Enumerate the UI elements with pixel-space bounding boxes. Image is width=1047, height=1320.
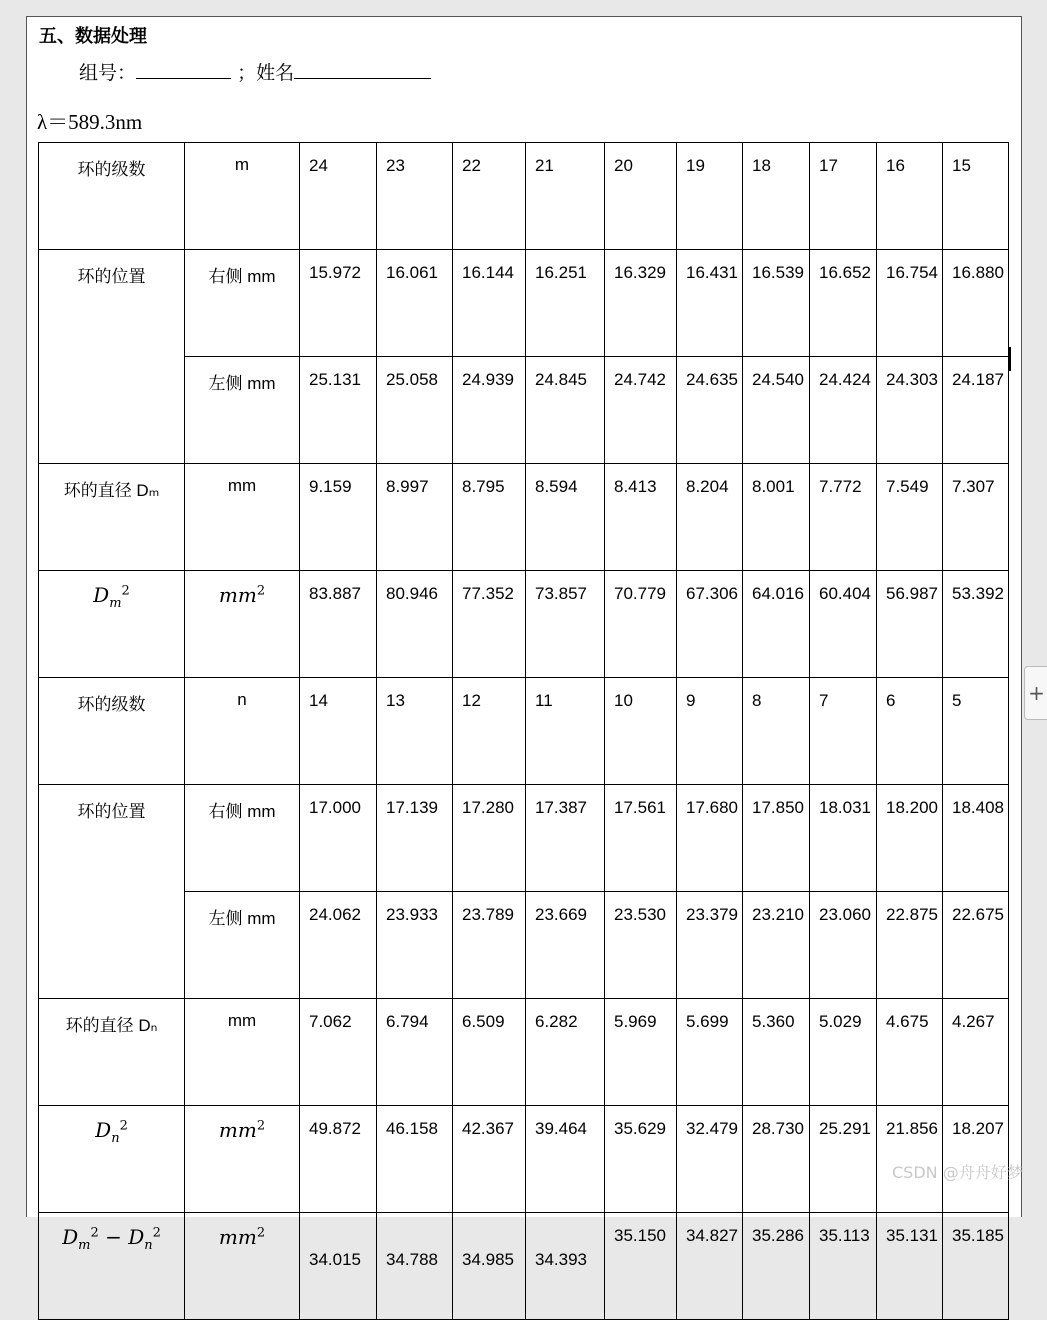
table-cell xyxy=(377,1106,453,1213)
table-cell xyxy=(300,678,377,785)
cell-value: 83.887 xyxy=(309,584,361,603)
table-cell xyxy=(377,678,453,785)
table-cell xyxy=(605,1213,677,1320)
cell-value: 6.794 xyxy=(386,1012,429,1031)
table-cell xyxy=(453,1213,526,1320)
table-cell xyxy=(453,143,526,250)
table-cell xyxy=(677,464,743,571)
cell-value: 17.139 xyxy=(386,798,438,817)
cell-value: 24.062 xyxy=(309,905,361,924)
table-row xyxy=(39,143,1009,250)
table-cell xyxy=(526,143,605,250)
cell-value: 22.875 xyxy=(886,905,938,924)
table-cell xyxy=(810,892,877,999)
table-cell xyxy=(877,357,943,464)
table-cell xyxy=(453,678,526,785)
cell-value: 25.131 xyxy=(309,370,361,389)
cell-value: 5.969 xyxy=(614,1012,657,1031)
cell-value: 17.387 xyxy=(535,798,587,817)
name-label: ；姓名 xyxy=(237,62,295,84)
row-unit: mm xyxy=(185,464,300,571)
cell-value: 24.303 xyxy=(886,370,938,389)
watermark: CSDN @舟舟好梦 xyxy=(892,1163,1023,1182)
cell-value: 4.267 xyxy=(952,1012,995,1031)
table-cell xyxy=(743,143,810,250)
table-cell xyxy=(453,892,526,999)
row-label: $D_n^2$ xyxy=(39,1106,185,1213)
row-label: $D_m^2$ xyxy=(39,571,185,678)
cell-value: 39.464 xyxy=(535,1119,587,1138)
table-cell xyxy=(877,464,943,571)
cell-value: 34.393 xyxy=(535,1250,587,1269)
cell-value: 25.058 xyxy=(386,370,438,389)
table-row xyxy=(39,678,1009,785)
cell-value: 23.530 xyxy=(614,905,666,924)
table-cell xyxy=(526,999,605,1106)
row-unit: $mm^2$ xyxy=(185,1106,300,1213)
table-cell xyxy=(810,571,877,678)
cell-value: 16.880 xyxy=(952,263,1004,282)
cell-value: 24.635 xyxy=(686,370,738,389)
cell-value: 7.549 xyxy=(886,477,929,496)
cell-value: 49.872 xyxy=(309,1119,361,1138)
cell-value: 16.754 xyxy=(886,263,938,282)
table-cell xyxy=(877,1213,943,1320)
group-name-line xyxy=(79,58,431,85)
cell-value: 13 xyxy=(386,691,405,710)
table-cell xyxy=(300,250,377,357)
table-cell xyxy=(526,1213,605,1320)
cell-value: 35.113 xyxy=(819,1226,870,1245)
table-cell xyxy=(526,250,605,357)
cell-value: 6.509 xyxy=(462,1012,505,1031)
table-cell xyxy=(377,250,453,357)
cell-value: 9 xyxy=(686,691,696,710)
table-cell xyxy=(377,1213,453,1320)
table-cell xyxy=(943,892,1009,999)
table-cell xyxy=(877,571,943,678)
cell-value: 12 xyxy=(462,691,481,710)
table-cell xyxy=(810,250,877,357)
table-cell xyxy=(677,1106,743,1213)
section-heading: 五、数据处理 xyxy=(39,26,147,47)
cell-value: 67.306 xyxy=(686,584,738,603)
cell-value: 7.772 xyxy=(819,477,862,496)
cell-value: 17 xyxy=(819,156,838,175)
table-cell xyxy=(943,357,1009,464)
table-row xyxy=(39,250,1009,357)
cell-value: 35.629 xyxy=(614,1119,666,1138)
table-cell xyxy=(300,1106,377,1213)
table-cell xyxy=(453,1106,526,1213)
table-cell xyxy=(810,357,877,464)
cell-value: 24.424 xyxy=(819,370,871,389)
cell-value: 7.307 xyxy=(952,477,995,496)
table-cell xyxy=(300,357,377,464)
cell-value: 16.061 xyxy=(386,263,438,282)
table-cell xyxy=(943,999,1009,1106)
cell-value: 10 xyxy=(614,691,633,710)
table-cell xyxy=(810,1213,877,1320)
cell-value: 18.200 xyxy=(886,798,938,817)
cell-value: 17.000 xyxy=(309,798,361,817)
table-cell xyxy=(943,1213,1009,1320)
cell-value: 34.985 xyxy=(462,1250,514,1269)
table-cell xyxy=(677,999,743,1106)
cell-value: 6 xyxy=(886,691,896,710)
table-cell xyxy=(943,250,1009,357)
cell-value: 28.730 xyxy=(752,1119,804,1138)
cell-value: 14 xyxy=(309,691,328,710)
cell-value: 5 xyxy=(952,691,962,710)
table-cell xyxy=(605,785,677,892)
table-cell xyxy=(526,892,605,999)
cell-value: 8.413 xyxy=(614,477,657,496)
table-cell xyxy=(677,678,743,785)
table-cell xyxy=(877,785,943,892)
cell-value: 7 xyxy=(819,691,829,710)
cell-value: 8.204 xyxy=(686,477,729,496)
cell-value: 16.431 xyxy=(686,263,738,282)
table-cell xyxy=(605,892,677,999)
table-cell xyxy=(810,143,877,250)
cell-value: 5.699 xyxy=(686,1012,729,1031)
table-cell xyxy=(877,678,943,785)
row-label: 环的直径 Dₙ xyxy=(39,999,185,1106)
table-row xyxy=(39,892,1009,999)
table-cell xyxy=(743,571,810,678)
table-cell xyxy=(677,785,743,892)
table-cell xyxy=(526,357,605,464)
cell-value: 8.795 xyxy=(462,477,505,496)
table-cell xyxy=(943,678,1009,785)
cell-value: 17.680 xyxy=(686,798,738,817)
table-cell xyxy=(300,785,377,892)
cell-value: 4.675 xyxy=(886,1012,929,1031)
table-cell xyxy=(377,892,453,999)
table-cell xyxy=(453,250,526,357)
table-row xyxy=(39,464,1009,571)
table-cell xyxy=(677,1213,743,1320)
table-cell xyxy=(743,678,810,785)
table-cell xyxy=(300,1213,377,1320)
table-cell xyxy=(377,785,453,892)
table-cell xyxy=(810,785,877,892)
cell-value: 24.939 xyxy=(462,370,514,389)
cell-value: 34.015 xyxy=(309,1250,361,1269)
table-cell xyxy=(877,1106,943,1213)
table-cell xyxy=(453,464,526,571)
cell-value: 23 xyxy=(386,156,405,175)
table-cell xyxy=(877,999,943,1106)
table-row xyxy=(39,999,1009,1106)
cell-value: 5.029 xyxy=(819,1012,862,1031)
cell-value: 56.987 xyxy=(886,584,938,603)
table-cell xyxy=(377,143,453,250)
document-page xyxy=(26,16,1022,1269)
cell-value: 16.144 xyxy=(462,263,514,282)
cell-value: 8.594 xyxy=(535,477,578,496)
table-cell xyxy=(743,357,810,464)
cell-value: 23.210 xyxy=(752,905,804,924)
cell-value: 17.561 xyxy=(614,798,666,817)
table-cell xyxy=(526,785,605,892)
table-cell xyxy=(743,785,810,892)
cell-value: 16 xyxy=(886,156,905,175)
wavelength-label: λ＝589.3nm xyxy=(37,110,143,134)
cell-value: 53.392 xyxy=(952,584,1004,603)
table-row xyxy=(39,1106,1009,1213)
cell-value: 18.207 xyxy=(952,1119,1004,1138)
cell-value: 35.185 xyxy=(952,1226,1004,1245)
row-unit: 右侧 mm xyxy=(185,250,300,357)
cell-value: 23.789 xyxy=(462,905,514,924)
cell-value: 24 xyxy=(309,156,328,175)
cell-value: 21.856 xyxy=(886,1119,938,1138)
cell-value: 15.972 xyxy=(309,263,361,282)
table-cell xyxy=(453,357,526,464)
table-cell xyxy=(943,571,1009,678)
cell-value: 16.329 xyxy=(614,263,666,282)
table-cell xyxy=(526,571,605,678)
group-label: 组号： xyxy=(79,62,137,84)
table-cell xyxy=(300,143,377,250)
cell-value: 25.291 xyxy=(819,1119,871,1138)
cell-value: 34.827 xyxy=(686,1226,738,1245)
table-cell xyxy=(877,143,943,250)
table-cell xyxy=(743,999,810,1106)
table-cell xyxy=(453,999,526,1106)
cell-value: 23.379 xyxy=(686,905,738,924)
cell-value: 9.159 xyxy=(309,477,352,496)
table-cell xyxy=(743,1106,810,1213)
table-cell xyxy=(300,571,377,678)
row-unit: m xyxy=(185,143,300,250)
cell-value: 8.001 xyxy=(752,477,795,496)
cell-value: 24.845 xyxy=(535,370,587,389)
table-cell xyxy=(605,571,677,678)
cell-value: 18.408 xyxy=(952,798,1004,817)
row-unit: 左侧 mm xyxy=(185,892,300,999)
cell-value: 16.539 xyxy=(752,263,804,282)
table-cell xyxy=(877,892,943,999)
table-cell xyxy=(810,1106,877,1213)
cell-value: 70.779 xyxy=(614,584,666,603)
cell-value: 60.404 xyxy=(819,584,871,603)
cell-value: 35.131 xyxy=(886,1226,938,1245)
table-cell xyxy=(743,1213,810,1320)
row-label: 环的位置 xyxy=(39,250,185,464)
row-unit: 右侧 mm xyxy=(185,785,300,892)
table-cell xyxy=(943,464,1009,571)
table-cell xyxy=(677,571,743,678)
table-cell xyxy=(810,999,877,1106)
cell-value: 5.360 xyxy=(752,1012,795,1031)
table-cell xyxy=(526,678,605,785)
table-cell xyxy=(743,892,810,999)
table-row xyxy=(39,357,1009,464)
cell-value: 35.150 xyxy=(614,1226,666,1245)
cell-value: 18 xyxy=(752,156,771,175)
add-icon[interactable]: + xyxy=(1024,666,1047,720)
cell-value: 34.788 xyxy=(386,1250,438,1269)
table-cell xyxy=(605,678,677,785)
row-unit: $mm^2$ xyxy=(185,571,300,678)
table-cell xyxy=(743,464,810,571)
cell-value: 73.857 xyxy=(535,584,587,603)
cell-value: 23.669 xyxy=(535,905,587,924)
table-row xyxy=(39,785,1009,892)
cell-value: 18.031 xyxy=(819,798,871,817)
table-cell xyxy=(677,892,743,999)
cell-value: 46.158 xyxy=(386,1119,438,1138)
row-label: 环的级数 xyxy=(39,143,185,250)
cell-value: 8 xyxy=(752,691,762,710)
table-cell xyxy=(453,571,526,678)
table-cell xyxy=(677,250,743,357)
row-unit: n xyxy=(185,678,300,785)
table-cell xyxy=(943,785,1009,892)
table-cell xyxy=(300,999,377,1106)
cell-value: 21 xyxy=(535,156,554,175)
table-cell xyxy=(605,143,677,250)
cell-value: 16.251 xyxy=(535,263,587,282)
text-cursor xyxy=(1009,347,1011,371)
cell-value: 23.060 xyxy=(819,905,871,924)
row-label: 环的级数 xyxy=(39,678,185,785)
row-label: $D_m^2 - D_n^2$ xyxy=(39,1213,185,1320)
table-cell xyxy=(743,250,810,357)
cell-value: 80.946 xyxy=(386,584,438,603)
table-cell xyxy=(377,464,453,571)
cell-value: 17.280 xyxy=(462,798,514,817)
table-cell xyxy=(810,464,877,571)
cell-value: 16.652 xyxy=(819,263,871,282)
table-cell xyxy=(605,999,677,1106)
table-cell xyxy=(605,357,677,464)
cell-value: 17.850 xyxy=(752,798,804,817)
cell-value: 6.282 xyxy=(535,1012,578,1031)
cell-value: 15 xyxy=(952,156,971,175)
table-cell xyxy=(877,250,943,357)
table-cell xyxy=(605,464,677,571)
cell-value: 22 xyxy=(462,156,481,175)
cell-value: 24.742 xyxy=(614,370,666,389)
cell-value: 11 xyxy=(535,691,553,710)
table-cell xyxy=(377,357,453,464)
name-blank[interactable] xyxy=(294,60,431,79)
table-cell xyxy=(526,464,605,571)
row-label: 环的位置 xyxy=(39,785,185,999)
cell-value: 42.367 xyxy=(462,1119,514,1138)
cell-value: 24.540 xyxy=(752,370,804,389)
table-cell xyxy=(377,999,453,1106)
table-cell xyxy=(526,1106,605,1213)
cell-value: 24.187 xyxy=(952,370,1004,389)
table-cell xyxy=(810,678,877,785)
cell-value: 8.997 xyxy=(386,477,429,496)
table-cell xyxy=(300,464,377,571)
cell-value: 77.352 xyxy=(462,584,514,603)
table-row xyxy=(39,571,1009,678)
cell-value: 32.479 xyxy=(686,1119,738,1138)
cell-value: 22.675 xyxy=(952,905,1004,924)
cell-value: 23.933 xyxy=(386,905,438,924)
cell-value: 20 xyxy=(614,156,633,175)
table-cell xyxy=(677,357,743,464)
data-table xyxy=(38,142,1009,1320)
table-cell xyxy=(943,1106,1009,1213)
table-cell xyxy=(605,1106,677,1213)
row-label: 环的直径 Dₘ xyxy=(39,464,185,571)
table-cell xyxy=(677,143,743,250)
table-cell xyxy=(453,785,526,892)
table-cell xyxy=(300,892,377,999)
table-row xyxy=(39,1213,1009,1320)
cell-value: 35.286 xyxy=(752,1226,804,1245)
row-unit: $mm^2$ xyxy=(185,1213,300,1320)
group-blank[interactable] xyxy=(136,60,231,79)
row-unit: mm xyxy=(185,999,300,1106)
table-cell xyxy=(943,143,1009,250)
table-cell xyxy=(605,250,677,357)
row-unit: 左侧 mm xyxy=(185,357,300,464)
cell-value: 64.016 xyxy=(752,584,804,603)
table-cell xyxy=(377,571,453,678)
cell-value: 7.062 xyxy=(309,1012,352,1031)
cell-value: 19 xyxy=(686,156,705,175)
